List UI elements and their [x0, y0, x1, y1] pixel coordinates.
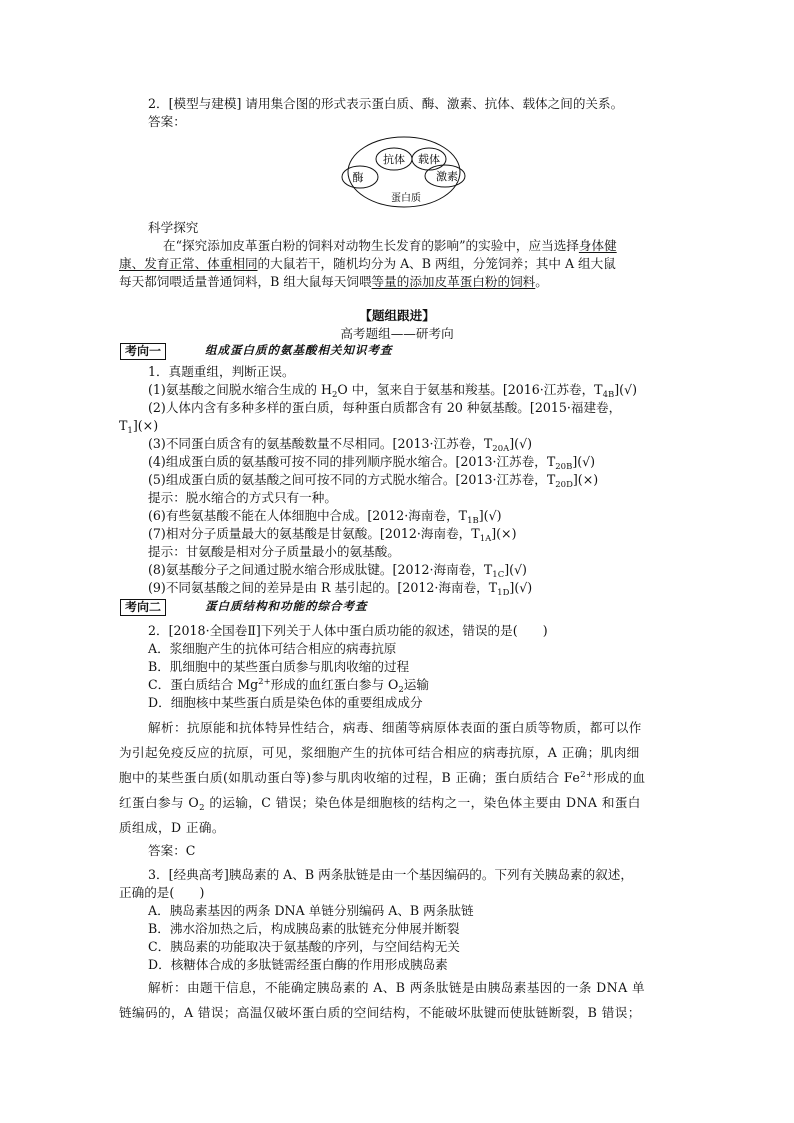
- q2-explanation-5: 质组成，D 正确。: [119, 820, 225, 835]
- q3-option-a: A．胰岛素基因的两条 DNA 单链分别编码 A、B 两条肽链: [148, 903, 474, 918]
- q1-item-9: (9)不同氨基酸之间的差异是由 R 基引起的。[2012·海南卷，$T_{1D}](√)$: [148, 580, 533, 598]
- q1-title: 1．真题重组，判断正误。: [148, 364, 295, 379]
- focus-title-2: 蛋白质结构和功能的综合考查: [205, 599, 368, 613]
- q2-option-c: C．蛋白质结合 $Mg^{2+}$形成的血红蛋白参与 $O_2$运输: [148, 677, 429, 695]
- section-subtitle: 高考题组——研考向: [340, 326, 454, 341]
- q2-answer: 答案：C: [148, 843, 196, 858]
- antibody-label: 抗体: [383, 153, 405, 166]
- enzyme-label: 酶: [352, 171, 364, 184]
- focus-tag-2: 考向二: [120, 599, 166, 616]
- hormone-label: 激素: [436, 170, 458, 183]
- q1-item-5: (5)组成蛋白质的氨基酸之间可按不同的方式脱水缩合。[2013·江苏卷，$T_{20D}](\times)$: [148, 472, 599, 490]
- q2-option-b: B．肌细胞中的某些蛋白质参与肌肉收缩的过程: [148, 659, 410, 674]
- answer-label: 答案：: [148, 114, 186, 129]
- q1-item-2-cont: $T_1](\times)$: [119, 418, 159, 436]
- q3-option-b: B．沸水浴加热之后，构成胰岛素的肽链充分伸展并断裂: [148, 921, 460, 936]
- q2-explanation-1: 解析：抗原能和抗体特异性结合，病毒、细菌等病原体表面的蛋白质等物质，都可以作: [148, 720, 642, 735]
- q1-item-7: (7)相对分子质量最大的氨基酸是甘氨酸。[2012·海南卷，$T_{1A}](\times)$: [148, 526, 517, 544]
- q1-item-2: (2)人体内含有多种多样的蛋白质，每种蛋白质都含有 20 种氨基酸。[2015·福建卷，: [148, 400, 622, 415]
- q1-item-3: (3)不同蛋白质含有的氨基酸数量不尽相同。[2013·江苏卷，$T_{20A}](√)$: [148, 436, 533, 454]
- q3-stem-2: 正确的是( ): [119, 885, 205, 900]
- q2-explanation-3: 胞中的某些蛋白质(如肌动蛋白等)参与肌肉收缩的过程，B 正确；蛋白质结合 $Fe^{2+}$形成的血: [119, 770, 646, 785]
- q3-option-c: C．胰岛素的功能取决于氨基酸的序列，与空间结构无关: [148, 939, 460, 954]
- inquiry-line-1: 在“探究添加皮革蛋白粉的饲料对动物生长发育的影响”的实验中，应当选择身体健: [163, 238, 617, 253]
- focus-title-1: 组成蛋白质的氨基酸相关知识考查: [205, 343, 393, 357]
- q2-option-a: A．浆细胞产生的抗体可结合相应的病毒抗原: [148, 641, 397, 656]
- q2-stem: 2．[2018·全国卷Ⅱ]下列关于人体中蛋白质功能的叙述，错误的是( ): [148, 623, 548, 638]
- q1-item-1: (1)氨基酸之间脱水缩合生成的 $H_2O$ 中，氢来自于氨基和羧基。[2016·江苏卷，$T_{4B}](√)$: [148, 382, 637, 400]
- q2-explanation-4: 红蛋白参与 $O_2$ 的运输，C 错误；染色体是细胞核的结构之一，染色体主要由 DNA 和蛋白: [119, 795, 641, 813]
- carrier-label: 载体: [418, 153, 440, 166]
- q1-item-4: (4)组成蛋白质的氨基酸可按不同的排列顺序脱水缩合。[2013·江苏卷，$T_{20B}](√)$: [148, 454, 596, 472]
- protein-label: 蛋白质: [391, 193, 421, 204]
- q1-item-8: (8)氨基酸分子之间通过脱水缩合形成肽键。[2012·海南卷，$T_{1C}](√)$: [148, 562, 527, 580]
- inquiry-line-2: 康、发育正常、体重相同的大鼠若干，随机均分为 A、B 两组，分笼饲养；其中 A 组大鼠: [119, 256, 616, 271]
- q3-explanation-1: 解析：由题干信息，不能确定胰岛素的 A、B 两条肽链是由胰岛素基因的一条 DNA 单: [148, 980, 645, 995]
- q3-explanation-2: 链编码的，A 错误；高温仅破坏蛋白质的空间结构，不能破坏肽键而使肽链断裂，B 错误；: [119, 1005, 641, 1020]
- inquiry-line-3: 每天都饲喂适量普通饲料，B 组大鼠每天饲喂等量的添加皮革蛋白粉的饲料。: [119, 274, 548, 289]
- q1-hint-2: 提示：甘氨酸是相对分子质量最小的氨基酸。: [148, 544, 400, 559]
- q1-item-6: (6)有些氨基酸不能在人体细胞中合成。[2012·海南卷，$T_{1B}](√)$: [148, 508, 502, 526]
- set-diagram: [340, 135, 470, 215]
- q2-explanation-2: 为引起免疫反应的抗原，可见，浆细胞产生的抗体可结合相应的病毒抗原，A 正确；肌肉细: [119, 745, 640, 760]
- inquiry-heading: 科学探究: [148, 220, 199, 235]
- q3-option-d: D．核糖体合成的多肽链需经蛋白酶的作用形成胰岛素: [148, 957, 448, 972]
- model-question: 2．[模型与建模] 请用集合图的形式表示蛋白质、酶、激素、抗体、载体之间的关系。: [148, 96, 624, 111]
- q1-hint-1: 提示：脱水缩合的方式只有一种。: [148, 490, 337, 505]
- focus-tag-1: 考向一: [120, 343, 166, 360]
- q3-stem-1: 3．[经典高考]胰岛素的 A、B 两条肽链是由一个基因编码的。下列有关胰岛素的叙述，: [148, 867, 633, 882]
- q2-option-d: D．细胞核中某些蛋白质是染色体的重要组成成分: [148, 695, 423, 710]
- section-title: 【题组跟进】: [359, 308, 435, 323]
